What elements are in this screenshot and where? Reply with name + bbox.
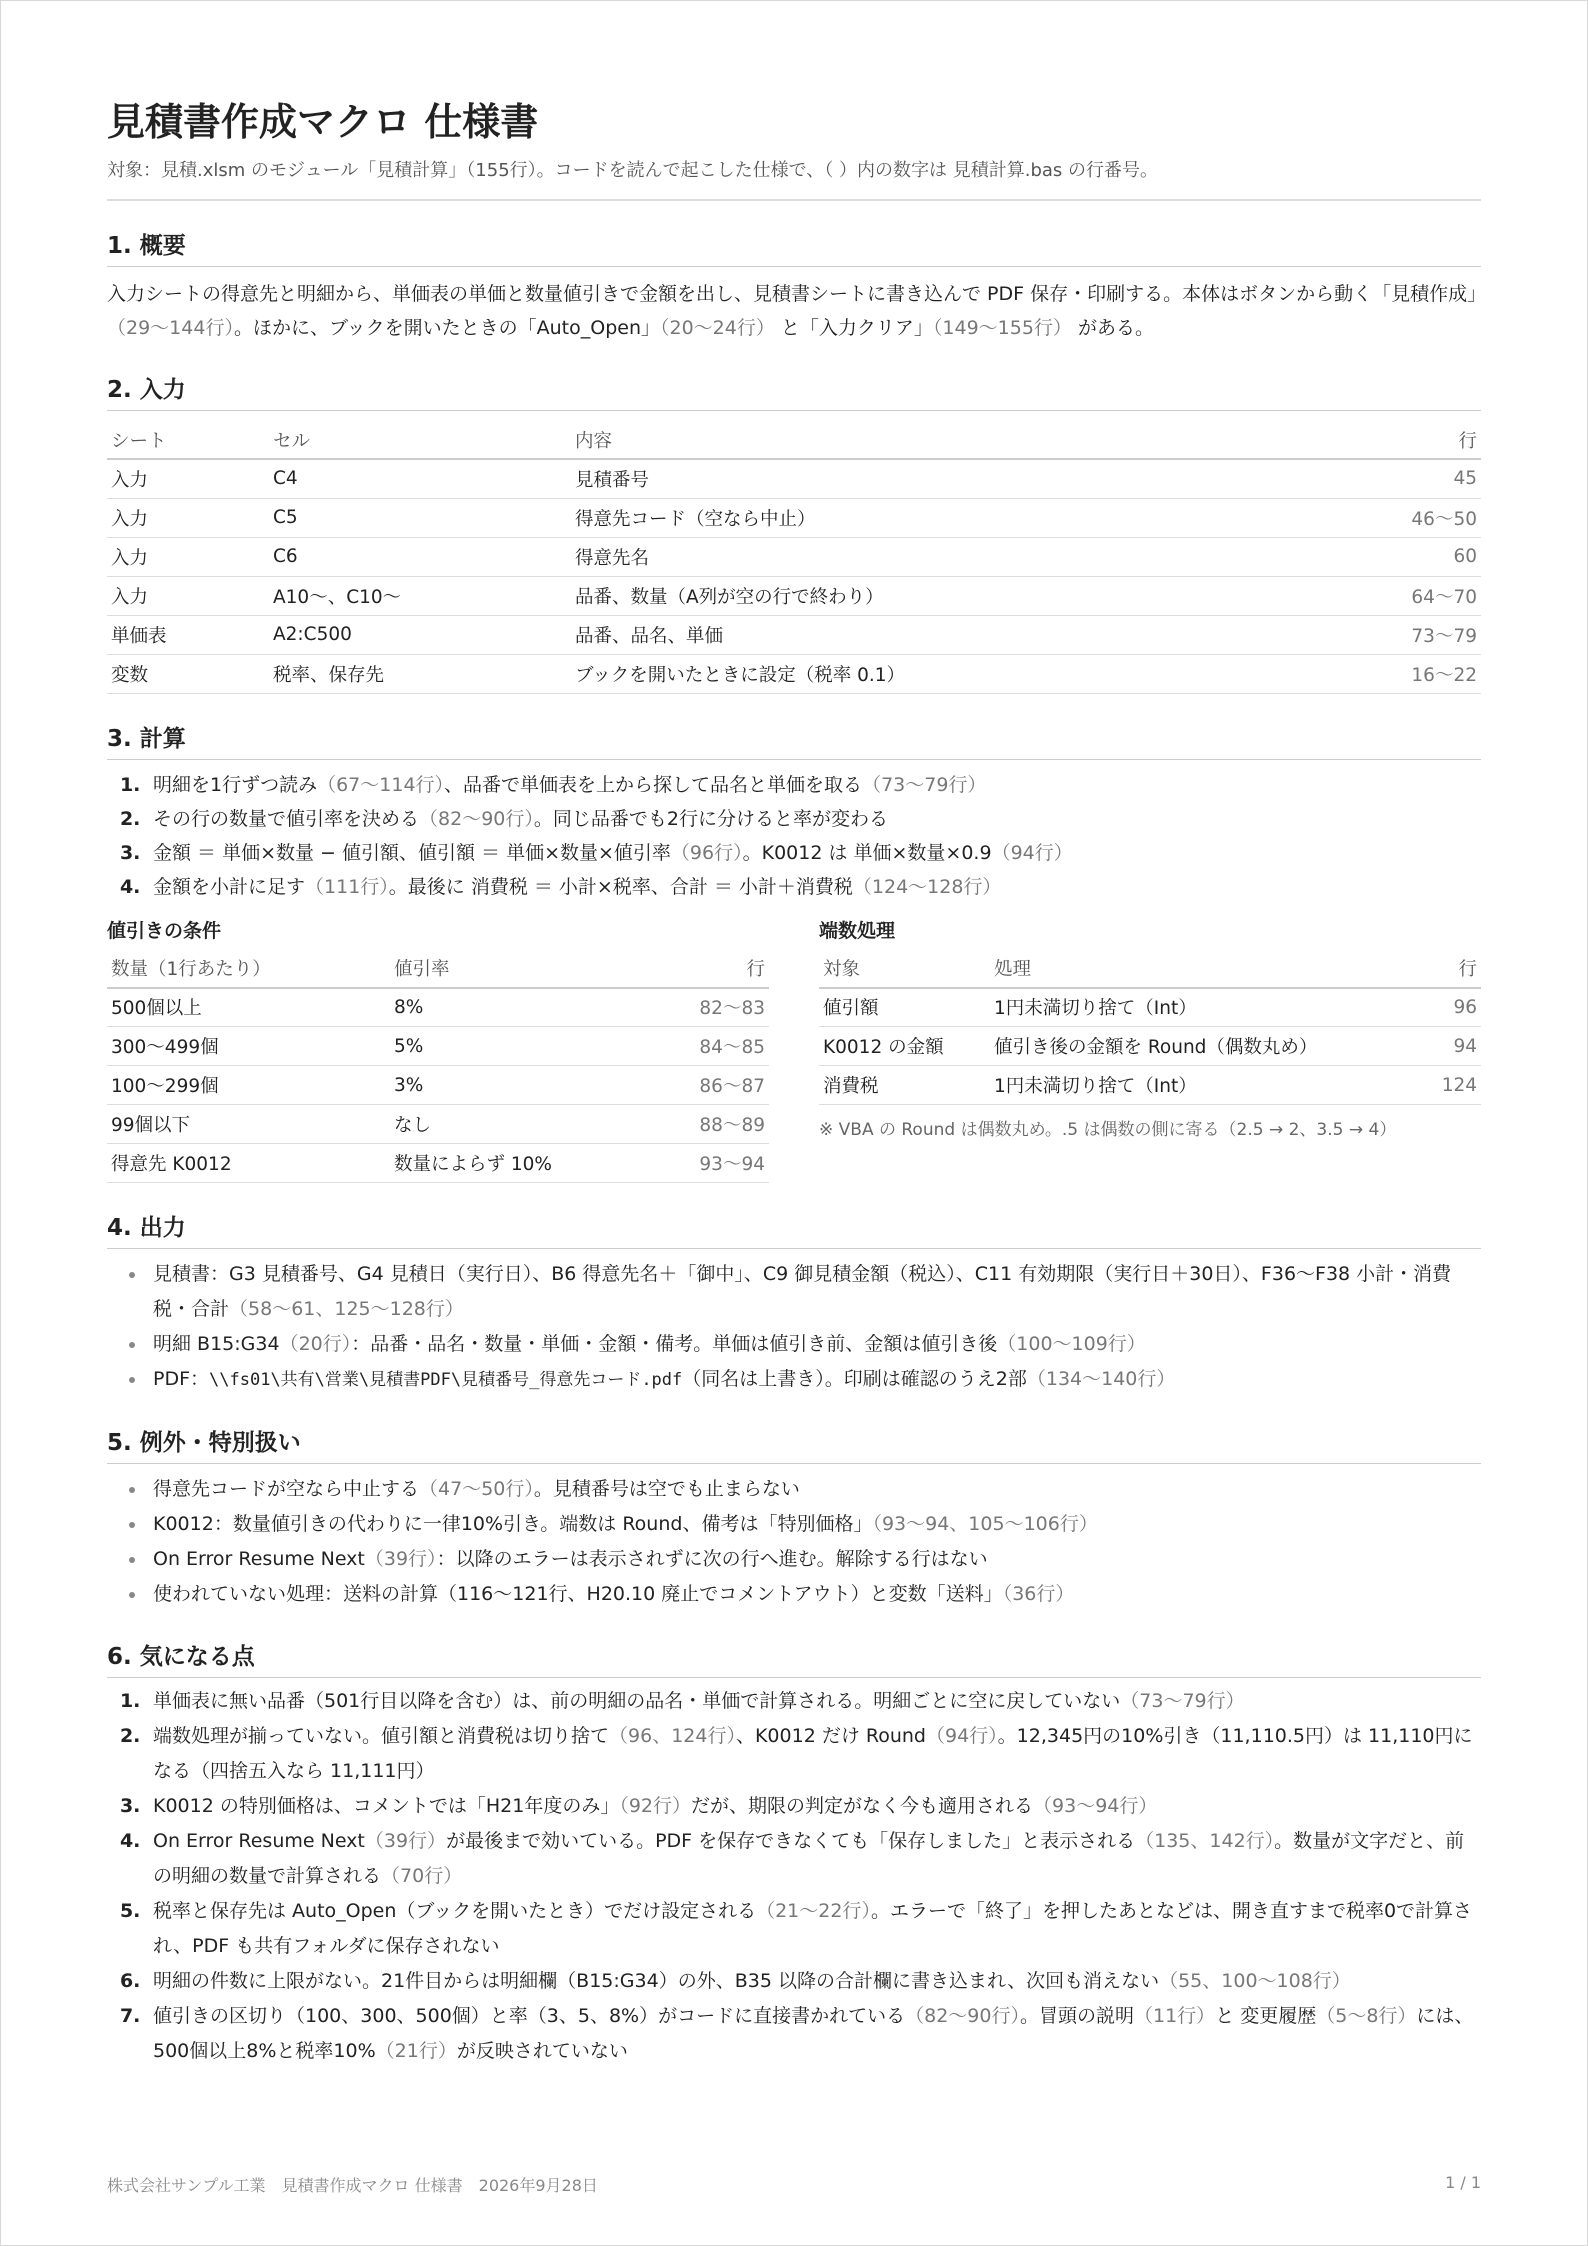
item-text: 明細 B15:G34	[153, 1333, 280, 1355]
list-item	[147, 1327, 1481, 1362]
line-ref: （20行）	[279, 1333, 352, 1355]
page-number: 1 / 1	[1445, 2173, 1481, 2192]
item-text: 値引きの区切り（100、300、500個）と率（3、5、8%）がコードに直接書かれている	[153, 2005, 906, 2027]
item-text: PDF：	[153, 1368, 210, 1390]
table-row	[107, 615, 1481, 654]
table-row	[107, 498, 1481, 537]
table-cell: 1円未満切り捨て（Int）	[990, 988, 1424, 1027]
table-cell: 入力	[107, 459, 269, 498]
item-text: ：以降のエラーは表示されずに次の行へ進む。解除する行はない	[436, 1548, 988, 1570]
section-heading-overview: 1. 概要	[107, 229, 1481, 267]
input-table	[107, 421, 1481, 694]
overview-text	[107, 277, 1487, 345]
item-text: 。エラーで「終了」を押したあとなどは、開き直すまで税率0で計算され、PDF も共有フォルダに保存されない	[153, 1900, 1473, 1957]
line-ref: （82〜90行）	[905, 2005, 1020, 2027]
table-cell: 84〜85	[653, 1027, 769, 1066]
table-cell: 1円未満切り捨て（Int）	[990, 1066, 1424, 1105]
item-text: 。最後に 消費税 ＝ 小計×税率、合計 ＝ 小計＋消費税	[388, 875, 853, 898]
discount-conditions	[107, 916, 769, 1184]
line-ref: （100〜109行）	[997, 1333, 1146, 1355]
line-ref: （93〜94、105〜106行）	[872, 1513, 1098, 1535]
table-cell: 品番、品名、単価	[571, 615, 1318, 654]
item-text: 使われていない処理：送料の計算（116〜121行、H20.10 廃止でコメントアウト）と変数「送料」	[153, 1583, 1003, 1605]
section-heading-calc: 3. 計算	[107, 722, 1481, 760]
list-item	[147, 1257, 1481, 1327]
list-item	[147, 802, 1481, 836]
list-item	[147, 870, 1481, 904]
table-cell: 見積番号	[571, 459, 1318, 498]
pdf-path: \\fs01\共有\営業\見積書PDF\見積番号_得意先コード.pdf	[209, 1370, 683, 1390]
table-cell: 93〜94	[653, 1144, 769, 1183]
line-ref: （55、100〜108行）	[1159, 1970, 1351, 1992]
list-item	[147, 1999, 1481, 2069]
list-item	[147, 1577, 1481, 1612]
item-text: と 変更履歴	[1215, 2005, 1317, 2027]
table-cell: 入力	[107, 576, 269, 615]
table-cell: A2:C500	[269, 615, 571, 654]
list-item	[147, 1719, 1481, 1789]
overview-text-part: 。ほかに、ブックを開いたときの「Auto_Open」	[233, 317, 660, 339]
item-text: 。見積番号は空でも止まらない	[533, 1478, 800, 1500]
item-text: On Error Resume Next	[153, 1548, 365, 1570]
column-header: 行	[1318, 421, 1481, 459]
table-row	[107, 459, 1481, 498]
table-cell: 64〜70	[1318, 576, 1481, 615]
page-title: 見積書作成マクロ 仕様書	[107, 100, 539, 144]
table-cell: 消費税	[819, 1066, 990, 1105]
table-row	[107, 576, 1481, 615]
table-cell: C6	[269, 537, 571, 576]
rounding-title: 端数処理	[819, 919, 896, 942]
table-cell: C5	[269, 498, 571, 537]
list-item	[147, 1964, 1481, 1999]
table-cell: 3%	[390, 1066, 653, 1105]
rounding-table-header	[819, 950, 1481, 988]
overview-text-part: と「入力クリア」	[774, 317, 933, 339]
item-text: 税率と保存先は Auto_Open（ブックを開いたとき）でだけ設定される	[153, 1900, 757, 1922]
table-cell: 500個以上	[107, 988, 390, 1027]
line-ref: （36行）	[1002, 1583, 1075, 1605]
output-list	[107, 1257, 1481, 1398]
table-cell: 60	[1318, 537, 1481, 576]
line-ref: （20〜24行）	[660, 317, 775, 339]
item-text: 、K0012 だけ Round	[735, 1725, 926, 1747]
line-ref: （21行）	[375, 2040, 457, 2062]
list-item	[147, 836, 1481, 870]
list-item	[147, 1507, 1481, 1542]
discount-table-header	[107, 950, 769, 988]
item-text: （同名は上書き）。印刷は確認のうえ2部	[682, 1368, 1027, 1390]
list-item	[147, 1542, 1481, 1577]
line-ref: （111行）	[305, 875, 389, 898]
line-ref: （135、142行）	[1135, 1830, 1275, 1852]
table-cell: 税率、保存先	[269, 654, 571, 693]
line-ref: （124〜128行）	[852, 875, 1002, 898]
item-text: だが、期限の判定がなく今も適用される	[691, 1795, 1034, 1817]
item-text: 。12,345円の10%引き（11,110.5円）は 11,110円になる（四捨五入なら 11,111円）	[153, 1725, 1473, 1782]
table-row	[819, 1066, 1481, 1105]
line-ref: （134〜140行）	[1026, 1368, 1176, 1390]
table-cell: 変数	[107, 654, 269, 693]
table-row	[107, 1066, 769, 1105]
calc-steps-list	[107, 768, 1481, 904]
line-ref: （82〜90行）	[419, 807, 534, 830]
item-text: 。K0012 は 単価×数量×0.9	[742, 841, 992, 864]
line-ref: （21〜22行）	[756, 1900, 871, 1922]
column-header: 内容	[571, 421, 1318, 459]
table-row	[107, 1144, 769, 1183]
section-heading-input: 2. 入力	[107, 373, 1481, 411]
table-row	[107, 537, 1481, 576]
table-cell: 73〜79	[1318, 615, 1481, 654]
item-text: 端数処理が揃っていない。値引額と消費税は切り捨て	[153, 1725, 610, 1747]
overview-text-part: 入力シートの得意先と明細から、単価表の単価と数量値引きで金額を出し、見積書シートに書き込んで PDF 保存・印刷する。本体はボタンから動く「見積作成」	[107, 283, 1487, 305]
item-text: 。同じ品番でも2行に分けると率が変わる	[533, 807, 888, 830]
table-cell: 16〜22	[1318, 654, 1481, 693]
table-cell: 94	[1424, 1027, 1481, 1066]
table-cell: K0012 の金額	[819, 1027, 990, 1066]
line-ref: （93〜94行）	[1033, 1795, 1158, 1817]
line-ref: （5〜8行）	[1316, 2005, 1417, 2027]
rounding-rules	[819, 916, 1481, 1184]
line-ref: （11行）	[1134, 2005, 1216, 2027]
page-footer	[107, 2173, 1481, 2196]
column-header: 行	[1424, 950, 1481, 988]
item-text: 。数量が文字だと、前の明細の数量で計算される	[153, 1830, 1465, 1887]
table-cell: 82〜83	[653, 988, 769, 1027]
list-item	[147, 768, 1481, 802]
table-cell: A10〜、C10〜	[269, 576, 571, 615]
item-text: ：品番・品名・数量・単価・金額・備考。単価は値引き前、金額は値引き後	[351, 1333, 998, 1355]
rounding-table	[819, 950, 1481, 1106]
table-cell: 値引額	[819, 988, 990, 1027]
line-ref: （47〜50行）	[419, 1478, 534, 1500]
column-header: 対象	[819, 950, 990, 988]
column-header: シート	[107, 421, 269, 459]
page-subtitle: 対象：見積.xlsm のモジュール「見積計算」（155行）。コードを読んで起こした仕様で、（ ）内の数字は 見積計算.bas の行番号。	[107, 160, 1159, 181]
footer-left: 株式会社サンプル工業 見積書作成マクロ 仕様書 2026年9月28日	[107, 2176, 598, 2195]
table-cell: 86〜87	[653, 1066, 769, 1105]
line-ref: （29〜144行）	[107, 317, 234, 339]
column-header: 処理	[990, 950, 1424, 988]
line-ref: （39行）	[364, 1830, 447, 1852]
item-text: K0012 の特別価格は、コメントでは「H21年度のみ」	[153, 1795, 620, 1817]
column-header: 行	[653, 950, 769, 988]
table-row	[819, 1027, 1481, 1066]
table-cell: 入力	[107, 537, 269, 576]
table-cell: 45	[1318, 459, 1481, 498]
item-text: On Error Resume Next	[153, 1830, 365, 1852]
list-item	[147, 1824, 1481, 1894]
table-cell: 96	[1424, 988, 1481, 1027]
item-text: K0012：数量値引きの代わりに一律10%引き。端数は Round、備考は「特別価格」	[153, 1513, 873, 1535]
table-row	[819, 988, 1481, 1027]
table-cell: 入力	[107, 498, 269, 537]
table-cell: 300〜499個	[107, 1027, 390, 1066]
item-text: 。冒頭の説明	[1019, 2005, 1134, 2027]
section-heading-concerns: 6. 気になる点	[107, 1640, 1481, 1678]
table-cell: 46〜50	[1318, 498, 1481, 537]
overview-text-part: がある。	[1071, 317, 1154, 339]
table-cell: 得意先コード（空なら中止）	[571, 498, 1318, 537]
title-divider	[107, 199, 1481, 201]
table-row	[107, 654, 1481, 693]
table-cell: 5%	[390, 1027, 653, 1066]
input-table-header	[107, 421, 1481, 459]
line-ref: （94行）	[925, 1725, 998, 1747]
table-cell: C4	[269, 459, 571, 498]
line-ref: （96行）	[670, 841, 743, 864]
column-header: 数量（1行あたり）	[107, 950, 390, 988]
exceptions-list	[107, 1472, 1481, 1612]
list-item	[147, 1472, 1481, 1507]
list-item	[147, 1684, 1481, 1719]
discount-title: 値引きの条件	[107, 919, 222, 942]
item-text: 明細を1行ずつ読み	[153, 773, 318, 796]
item-text: 金額を小計に足す	[153, 875, 306, 898]
item-text: には、500個以上8%と税率10%	[153, 2005, 1474, 2062]
table-cell: 88〜89	[653, 1105, 769, 1144]
table-cell: 124	[1424, 1066, 1481, 1105]
list-item	[147, 1894, 1481, 1964]
line-ref: （58〜61、125〜128行）	[229, 1298, 464, 1320]
table-cell: 値引き後の金額を Round（偶数丸め）	[990, 1027, 1424, 1066]
table-cell: 得意先 K0012	[107, 1144, 390, 1183]
item-text: 得意先コードが空なら中止する	[153, 1478, 420, 1500]
table-cell: ブックを開いたときに設定（税率 0.1）	[571, 654, 1318, 693]
list-item	[147, 1362, 1481, 1398]
table-cell: 品番、数量（A列が空の行で終わり）	[571, 576, 1318, 615]
section-heading-exceptions: 5. 例外・特別扱い	[107, 1426, 1481, 1464]
item-text: が最後まで効いている。PDF を保存できなくても「保存しました」と表示される	[446, 1830, 1136, 1852]
table-cell: 得意先名	[571, 537, 1318, 576]
table-cell: 8%	[390, 988, 653, 1027]
list-item	[147, 1789, 1481, 1824]
table-row	[107, 988, 769, 1027]
item-text: 、品番で単価表を上から探して品名と単価を取る	[444, 773, 863, 796]
item-text: その行の数量で値引率を決める	[153, 807, 420, 830]
concerns-list	[107, 1684, 1481, 2069]
table-row	[107, 1105, 769, 1144]
table-row	[107, 1027, 769, 1066]
line-ref: （73〜79行）	[1120, 1690, 1245, 1712]
item-text: が反映されていない	[456, 2040, 628, 2062]
line-ref: （149〜155行）	[932, 317, 1072, 339]
item-text: 明細の件数に上限がない。21件目からは明細欄（B15:G34）の外、B35 以降の合計欄に書き込まれ、次回も消えない	[153, 1970, 1160, 1992]
line-ref: （94行）	[991, 841, 1073, 864]
line-ref: （73〜79行）	[862, 773, 987, 796]
line-ref: （92行）	[619, 1795, 692, 1817]
table-cell: 単価表	[107, 615, 269, 654]
discount-table	[107, 950, 769, 1184]
column-header: セル	[269, 421, 571, 459]
line-ref: （96、124行）	[609, 1725, 736, 1747]
table-cell: なし	[390, 1105, 653, 1144]
item-text: 見積書：G3 見積番号、G4 見積日（実行日）、B6 得意先名＋「御中」、C9 御見積金額（税込）、C11 有効期限（実行日＋30日）、F36〜F38 小計・消費税・合計	[153, 1263, 1452, 1320]
item-text: 単価表に無い品番（501行目以降を含む）は、前の明細の品名・単価で計算される。明細ごとに空に戻していない	[153, 1690, 1121, 1712]
table-cell: 100〜299個	[107, 1066, 390, 1105]
line-ref: （67〜114行）	[317, 773, 445, 796]
item-text: 金額 ＝ 単価×数量 − 値引額、値引額 ＝ 単価×数量×値引率	[153, 841, 671, 864]
section-heading-output: 4. 出力	[107, 1211, 1481, 1249]
table-cell: 99個以下	[107, 1105, 390, 1144]
line-ref: （39行）	[364, 1548, 437, 1570]
column-header: 値引率	[390, 950, 653, 988]
line-ref: （70行）	[381, 1865, 463, 1887]
table-cell: 数量によらず 10%	[390, 1144, 653, 1183]
rounding-note: ※ VBA の Round は偶数丸め。.5 は偶数の側に寄る（2.5 → 2、3.5 → 4）	[819, 1120, 1397, 1140]
